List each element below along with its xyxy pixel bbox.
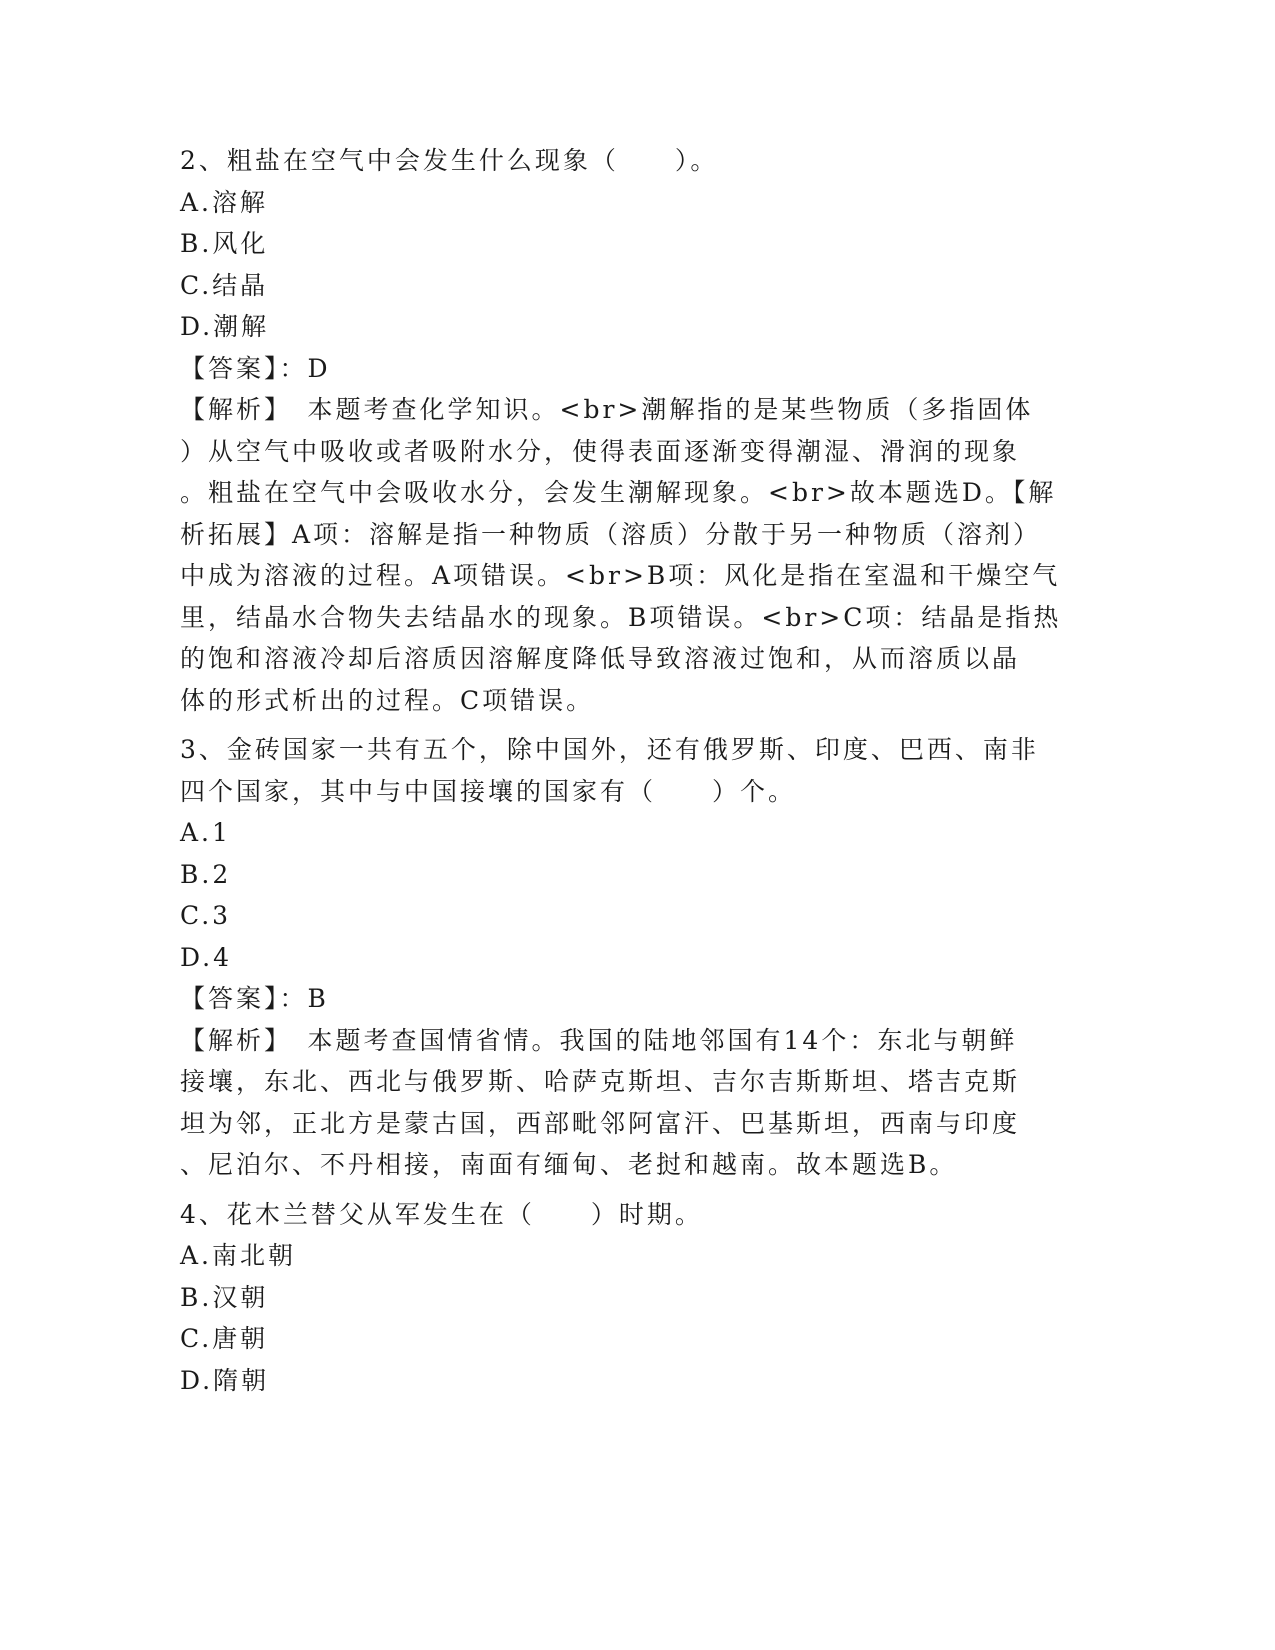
analysis-line: 。粗盐在空气中会吸收水分，会发生潮解现象。<br>故本题选D。【解 (180, 478, 1057, 507)
answer: 【答案】：D (180, 353, 331, 383)
analysis-line: ）从空气中吸收或者吸附水分，使得表面逐渐变得潮湿、滑润的现象 (180, 436, 1021, 466)
option-c: C.唐朝 (180, 1324, 269, 1353)
question-3 (180, 729, 1040, 1186)
option-b: B.风化 (180, 229, 269, 258)
question-stem: 4、花木兰替父从军发生在（ ）时期。 (180, 1199, 703, 1229)
option-b: B.汉朝 (180, 1282, 269, 1312)
option-d: D.隋朝 (180, 1365, 270, 1395)
analysis-line: 坦为邻，正北方是蒙古国，西部毗邻阿富汗、巴基斯坦，西南与印度 (180, 1108, 1021, 1138)
analysis-line: 里，结晶水合物失去结晶水的现象。B项错误。<br>C项：结晶是指热 (180, 602, 1062, 632)
analysis-line: 、尼泊尔、不丹相接，南面有缅甸、老挝和越南。故本题选B。 (180, 1150, 958, 1179)
analysis-line: 【解析】 本题考查国情省情。我国的陆地邻国有14个：东北与朝鲜 (180, 1025, 1018, 1055)
question-stem: 2、粗盐在空气中会发生什么现象（ ）。 (180, 146, 719, 175)
question-2 (180, 140, 1062, 721)
question-stem: 四个国家，其中与中国接壤的国家有（ ）个。 (180, 776, 797, 806)
analysis-line: 的饱和溶液冷却后溶质因溶解度降低导致溶液过饱和，从而溶质以晶 (180, 644, 1021, 673)
analysis-line: 中成为溶液的过程。A项错误。<br>B项：风化是指在室温和干燥空气 (180, 561, 1061, 590)
analysis-line: 【解析】 本题考查化学知识。<br>潮解指的是某些物质（多指固体 (180, 395, 1034, 424)
option-a: A.1 (180, 818, 231, 847)
analysis-line: 体的形式析出的过程。C项错误。 (180, 685, 595, 715)
analysis-line: 接壤，东北、西北与俄罗斯、哈萨克斯坦、吉尔吉斯斯坦、塔吉克斯 (180, 1067, 1021, 1096)
question-4 (180, 1194, 1040, 1402)
option-d: D.4 (180, 942, 233, 972)
document-body (180, 140, 1062, 1409)
option-c: C.3 (180, 901, 232, 930)
answer: 【答案】：B (180, 984, 329, 1013)
option-a: A.溶解 (180, 187, 269, 217)
option-c: C.结晶 (180, 270, 269, 300)
analysis-line: 析拓展】A项：溶解是指一种物质（溶质）分散于另一种物质（溶剂） (180, 519, 1042, 549)
option-b: B.2 (180, 859, 232, 889)
option-d: D.潮解 (180, 312, 270, 341)
question-stem: 3、金砖国家一共有五个，除中国外，还有俄罗斯、印度、巴西、南非 (180, 735, 1039, 764)
option-a: A.南北朝 (180, 1241, 297, 1270)
